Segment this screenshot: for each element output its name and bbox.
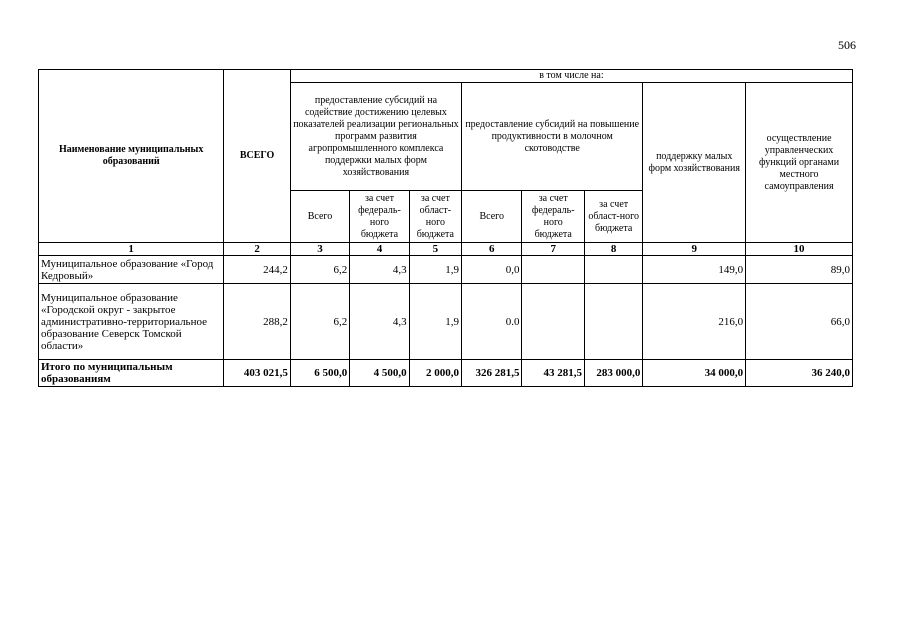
table-row xyxy=(39,256,853,284)
subheader-regional-budget: за счет област-ного бюджета xyxy=(409,191,461,243)
subsidy-table xyxy=(38,69,853,387)
column-number: 7 xyxy=(522,243,584,256)
value-cell: 244,2 xyxy=(224,256,290,284)
header-total-column: ВСЕГО xyxy=(224,70,290,243)
value-cell: 66,0 xyxy=(746,284,853,360)
total-value-cell: 4 500,0 xyxy=(350,360,409,387)
total-value-cell: 43 281,5 xyxy=(522,360,584,387)
total-label: Итого по муниципальным образованиям xyxy=(39,360,224,387)
value-cell: 6,2 xyxy=(290,284,349,360)
total-value-cell: 403 021,5 xyxy=(224,360,290,387)
header-including: в том числе на: xyxy=(290,70,852,83)
value-cell: 6,2 xyxy=(290,256,349,284)
header-name-column: Наименование муниципальных образований xyxy=(39,70,224,243)
value-cell: 288,2 xyxy=(224,284,290,360)
value-cell xyxy=(522,256,584,284)
header-small-farms-support: поддержку малых форм хозяйствования xyxy=(643,83,746,243)
subheader-total: Всего xyxy=(290,191,349,243)
value-cell: 4,3 xyxy=(350,284,409,360)
value-cell: 149,0 xyxy=(643,256,746,284)
column-number: 2 xyxy=(224,243,290,256)
value-cell xyxy=(584,284,642,360)
column-number: 5 xyxy=(409,243,461,256)
total-value-cell: 34 000,0 xyxy=(643,360,746,387)
column-number: 8 xyxy=(584,243,642,256)
value-cell xyxy=(584,256,642,284)
total-value-cell: 36 240,0 xyxy=(746,360,853,387)
value-cell: 0,0 xyxy=(462,256,522,284)
value-cell: 1,9 xyxy=(409,284,461,360)
header-group-dairy-productivity: предоставление субсидий на повышение продуктивности в молочном скотоводстве xyxy=(462,83,643,191)
column-number: 3 xyxy=(290,243,349,256)
municipality-name: Муниципальное образование «Город Кедровый» xyxy=(39,256,224,284)
value-cell: 216,0 xyxy=(643,284,746,360)
column-number: 9 xyxy=(643,243,746,256)
column-number: 10 xyxy=(746,243,853,256)
column-number: 1 xyxy=(39,243,224,256)
total-row xyxy=(39,360,853,387)
page-number: 506 xyxy=(838,38,856,52)
value-cell: 1,9 xyxy=(409,256,461,284)
value-cell: 89,0 xyxy=(746,256,853,284)
subheader-total: Всего xyxy=(462,191,522,243)
value-cell: 0.0 xyxy=(462,284,522,360)
value-cell: 4,3 xyxy=(350,256,409,284)
total-value-cell: 6 500,0 xyxy=(290,360,349,387)
total-value-cell: 326 281,5 xyxy=(462,360,522,387)
subheader-regional-budget: за счет област-ного бюджета xyxy=(584,191,642,243)
total-value-cell: 2 000,0 xyxy=(409,360,461,387)
column-number: 4 xyxy=(350,243,409,256)
value-cell xyxy=(522,284,584,360)
column-number: 6 xyxy=(462,243,522,256)
header-group-agro-programs: предоставление субсидий на содействие достижению целевых показателей реализации региональных программ развития агропромышленного комплекса поддержки малых форм хозяйствования xyxy=(290,83,461,191)
header-management-functions: осуществление управленческих функций органами местного самоуправления xyxy=(746,83,853,243)
municipality-name: Муниципальное образование «Городской округ - закрытое административно-территориальное образование Северск Томской области» xyxy=(39,284,224,360)
subheader-federal-budget: за счет федераль-ного бюджета xyxy=(522,191,584,243)
total-value-cell: 283 000,0 xyxy=(584,360,642,387)
table-row xyxy=(39,284,853,360)
subheader-federal-budget: за счет федераль-ного бюджета xyxy=(350,191,409,243)
